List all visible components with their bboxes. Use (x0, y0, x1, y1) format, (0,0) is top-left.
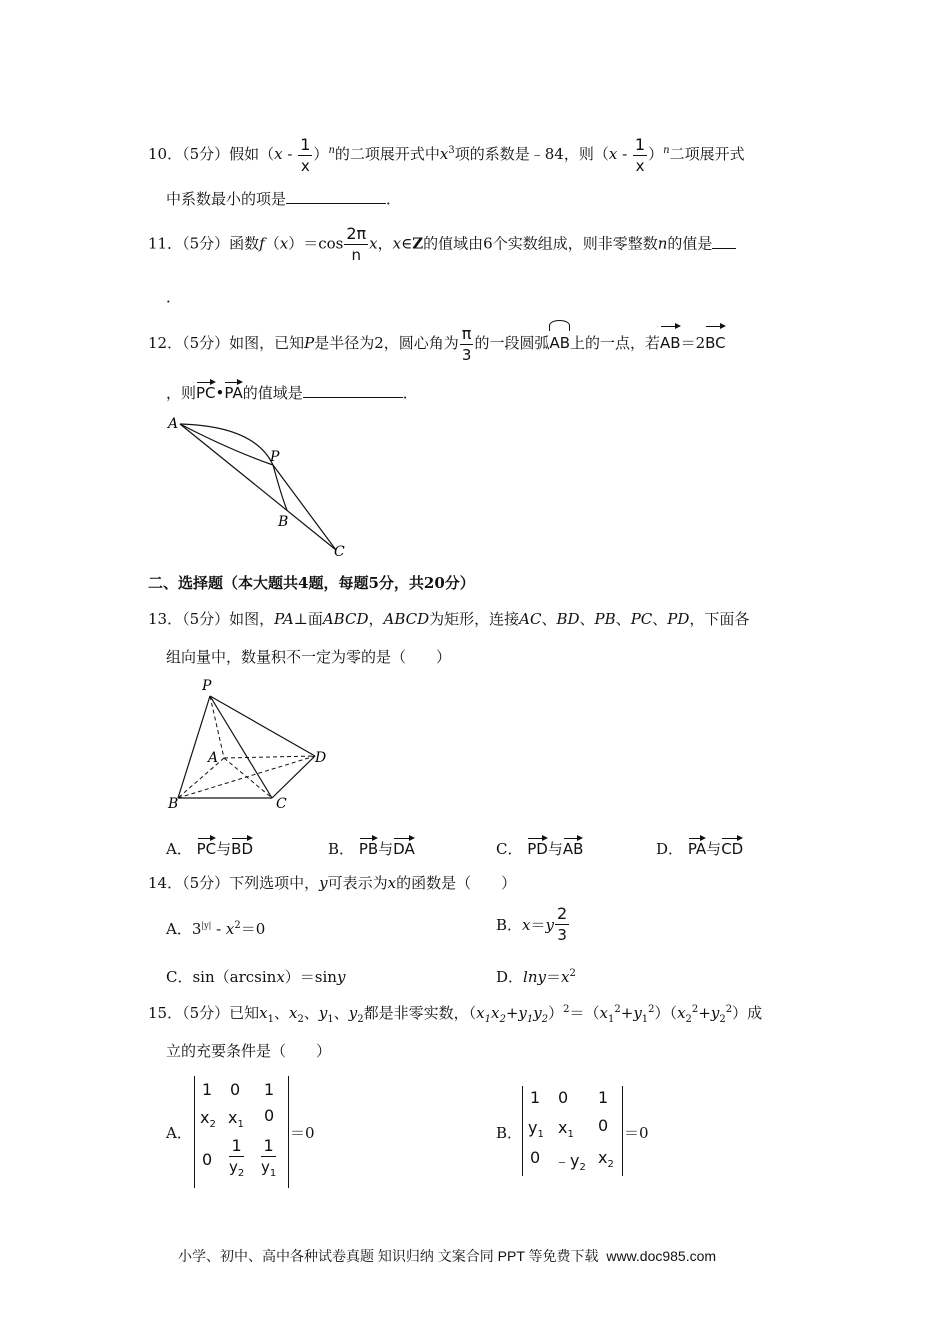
q15-option-B-label[interactable]: B． (496, 1124, 523, 1142)
q14-option-C[interactable]: C．sin（arcsinx）＝siny (166, 968, 346, 986)
label-A: A (208, 750, 219, 766)
question-13-line2: 组向量中，数量积不一定为零的是（ ） (166, 648, 452, 666)
label-D: D (315, 750, 327, 766)
vector-PA: PA (224, 380, 242, 402)
q14-option-D[interactable]: D．$\ln y=x^2$ (496, 968, 576, 986)
q13-option-A[interactable]: A． PC与BD (166, 836, 253, 859)
edge-PC (210, 696, 272, 798)
answer-blank[interactable] (286, 202, 386, 204)
label-P: P (270, 449, 280, 465)
edge-PB (178, 696, 210, 798)
question-14: 14．（5分）下列选项中，y可表示为x的函数是（ ） (148, 874, 517, 892)
q13-option-C[interactable]: C． PD与AB (496, 836, 583, 859)
footer-link[interactable]: www.doc985.com (606, 1248, 717, 1264)
arc-AB: AB (549, 324, 570, 358)
fraction-1-over-x: $\frac{1}{x}$ (300, 134, 311, 175)
page-footer (178, 1246, 716, 1266)
q15-option-B-determinant: 1 0 1 $y_1$ $x_1$ 0 0 $﹣y_2$ $x_2$ (522, 1086, 626, 1176)
figure-arc-diagram (160, 410, 360, 560)
edge-AD (224, 756, 315, 758)
q15-option-A-determinant: 1 0 1 $x_2$ $x_1$ 0 0 $\frac{1}{y_2}$ $\frac{1}{y_1}$ (194, 1076, 294, 1188)
arc-AB-curve (180, 424, 273, 465)
question-10: 10．（5分）假如（x - $\frac{1}{x}$ ）$^n$的二项展开式中$x^3$项的系数是﹣84，则（x - $\frac{1}{x}$ ）$^n$二项展开式 (148, 134, 745, 175)
vector-AB: AB (660, 324, 681, 358)
edge-PA (210, 696, 224, 758)
diag-BD (178, 756, 315, 798)
answer-blank[interactable] (712, 247, 736, 249)
vector-BC: BC (705, 324, 726, 358)
edge-PD (210, 696, 315, 756)
arc-PB (273, 465, 287, 510)
question-12: 12．（5分）如图，已知P是半径为2，圆心角为 $\frac{\pi}{3}$ 的一段圆弧AB上的一点，若AB＝2BC (148, 323, 726, 364)
question-15-line2: 立的充要条件是（ ） (166, 1042, 332, 1060)
question-11: 11．（5分）函数f（x）＝cos $\frac{2\pi}{n}$ x，x∈Z的值域由6个实数组成，则非零整数n的值是 (148, 226, 736, 263)
figure-pyramid (160, 676, 340, 816)
q14-option-B[interactable]: B．x＝y $\frac{2}{3}$ (496, 904, 568, 944)
fraction-pi-over-3: $\frac{\pi}{3}$ (461, 323, 472, 364)
footer-text: 小学、初中、高中各种试卷真题 知识归纳 文案合同 PPT 等免费下载 (178, 1248, 599, 1264)
answer-blank[interactable] (303, 396, 403, 398)
q13-option-D[interactable]: D． PA与CD (656, 836, 743, 859)
question-11-end: ． (166, 288, 182, 306)
label-C: C (334, 544, 345, 560)
question-10-line2: 中系数最小的项是 ． (166, 190, 402, 208)
q15-option-A-label[interactable]: A． (166, 1124, 192, 1142)
label-B: B (278, 514, 289, 530)
vector-PC: PC (196, 380, 216, 402)
label-C: C (276, 796, 287, 812)
fraction-1-over-x-2: $\frac{1}{x}$ (634, 134, 646, 175)
section-2-heading: 二、选择题（本大题共4题，每题5分，共20分） (148, 574, 475, 592)
label-A: A (168, 416, 179, 432)
fraction-2-over-3: $\frac{2}{3}$ (557, 904, 568, 944)
question-13: 13．（5分）如图，PA⊥面ABCD，ABCD为矩形，连接AC、BD、PB、PC、PD，下面各 (148, 610, 750, 628)
label-B: B (168, 796, 179, 812)
question-12-line2: ，则PC•PA的值域是 ． (166, 380, 418, 403)
q14-option-A[interactable]: A．$3^{|y|} - x^2=0$ (166, 920, 266, 938)
q13-option-B[interactable]: B． PB与DA (328, 836, 415, 859)
fraction-2pi-over-n: $\frac{2\pi}{n}$ (346, 224, 367, 264)
q15-option-B-eq: ＝0 (624, 1124, 649, 1142)
label-P: P (202, 678, 212, 694)
diag-AC (224, 758, 272, 798)
q15-option-A-eq: ＝0 (290, 1124, 315, 1142)
question-15: 15．（5分）已知$x_1$、$x_2$、$y_1$、$y_2$都是非零实数，$(x_1x_2+y_1y_2)^2=(x_1^2+y_1^2)(x_2^2+y_2^2)$成 (148, 1004, 763, 1025)
line-AC (180, 424, 336, 550)
